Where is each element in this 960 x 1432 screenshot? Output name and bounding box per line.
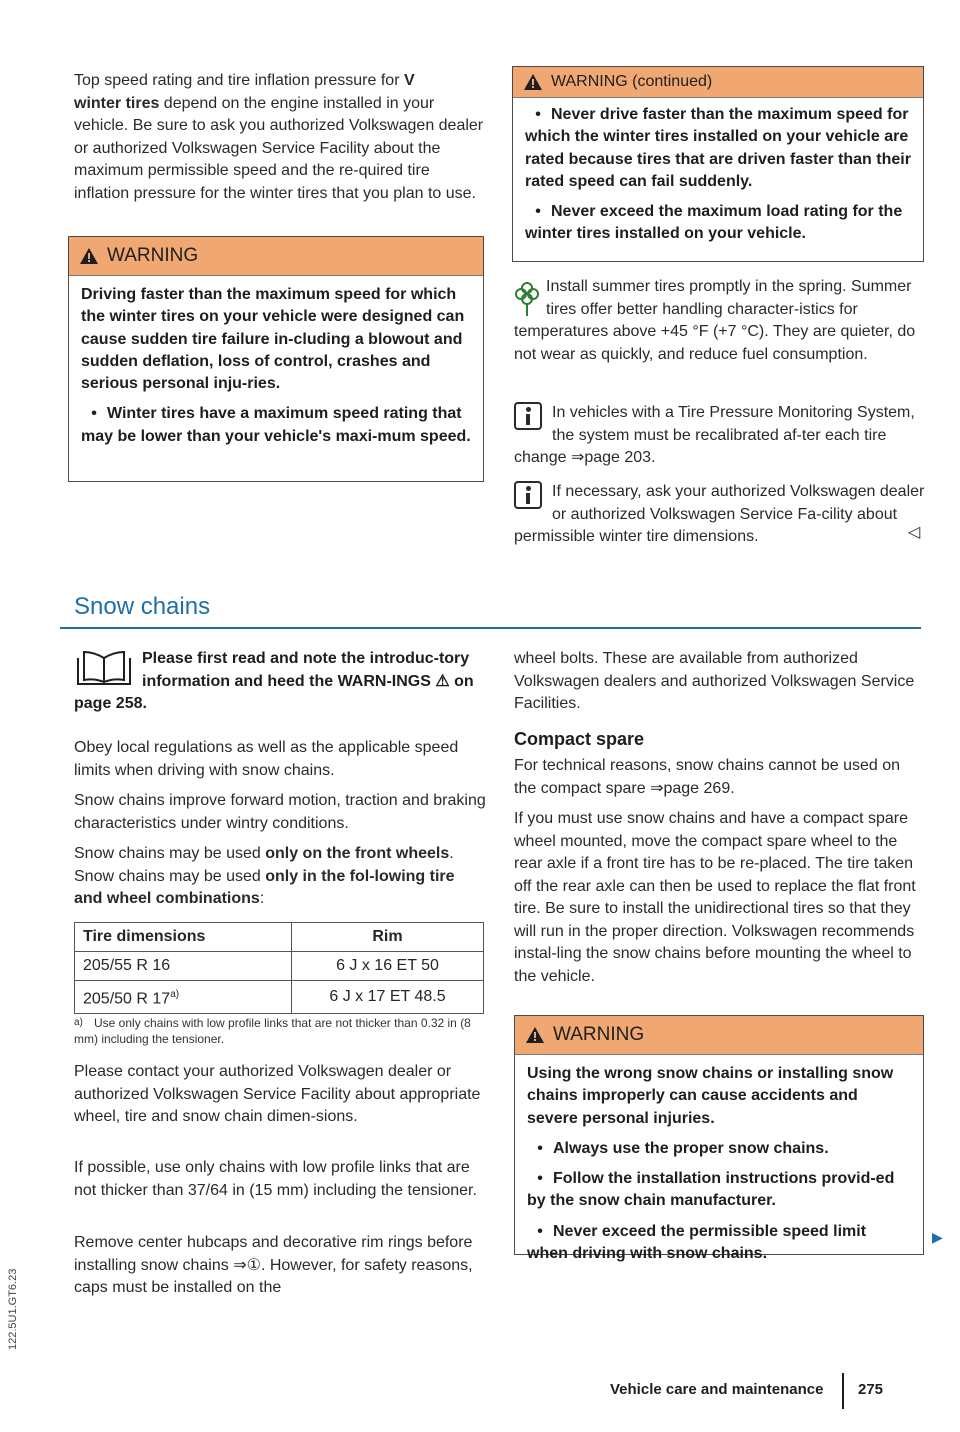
info-note-dimensions: If necessary, ask your authorized Volkswagen dealer or authorized Volkswagen Service Fa-cility about permissible winter tire dimensions. <box>514 483 925 545</box>
paragraph-benefits: Snow chains improve forward motion, traction and braking characteristics under wintry conditions. <box>74 792 486 832</box>
warning-main-text: Using the wrong snow chains or installing snow chains improperly can cause accidents and severe personal injuries. <box>527 1065 894 1127</box>
table-cell: 6 J x 17 ET 48.5 <box>292 981 484 1014</box>
warning-bullet: • Never exceed the maximum load rating for the winter tires installed on your vehicle. <box>525 203 903 243</box>
intro-text-1: Top speed rating and tire inflation pressure for <box>74 72 404 89</box>
book-icon <box>74 650 134 688</box>
end-of-section-mark: ◁ <box>908 524 921 541</box>
paragraph-wheel-bolts: wheel bolts. These are available from authorized Volkswagen dealers and authorized Volkswagen Service Facilities. <box>514 650 915 712</box>
section-divider <box>60 627 921 629</box>
table-row <box>75 981 484 1014</box>
intro-text-2: depend on the engine installed in your vehicle. Be sure to ask you authorized Volkswagen dealer or authorized Volkswagen Service Facility about the maximum permissible speed and the re-quired tire inflation pressure for the winter tires that you plan to use. <box>74 94 484 202</box>
info-note-tpms: In vehicles with a Tire Pressure Monitoring System, the system must be recalibrated af-ter each tire change ⇒page 203. <box>514 404 915 466</box>
table-cell: 205/55 R 16 <box>75 952 292 981</box>
table-cell: 6 J x 16 ET 50 <box>292 952 484 981</box>
warning-box-snow-chains <box>514 1015 924 1263</box>
paragraph-contact: Please contact your authorized Volkswagen dealer or authorized Volkswagen Service Facility about appropriate wheel, tire and snow chain dimen-sions. <box>74 1063 481 1125</box>
warning-triangle-icon <box>525 1026 545 1044</box>
warning-title: WARNING <box>553 1024 645 1045</box>
table-header: Tire dimensions <box>75 923 292 952</box>
warning-triangle-icon <box>523 73 543 91</box>
footer-chapter-label: Vehicle care and maintenance <box>610 1381 824 1398</box>
paragraph-hubcaps: Remove center hubcaps and decorative rim rings before installing snow chains ⇒①. However, for safety reasons, caps must be installed on the <box>74 1234 473 1296</box>
environment-note: Install summer tires promptly in the spring. Summer tires offer better handling character-istics for temperatures above +45 °F (+7 °C). They are quieter, do not wear as quickly, and reduce fuel consumption. <box>514 278 916 363</box>
compact-spare-heading: Compact spare <box>514 729 645 749</box>
page-number: 275 <box>858 1381 884 1398</box>
warning-header <box>69 237 483 276</box>
warning-box-speed <box>68 236 484 482</box>
tire-dimensions-table <box>74 922 484 1014</box>
warning-continued-title: WARNING (continued) <box>551 73 713 90</box>
warning-main-text: Driving faster than the maximum speed for which the winter tires on your vehicle were designed can cause sudden tire failure in-cluding a blowout and sudden deflation, loss of control, crashes and serious personal inju-ries. <box>81 286 465 393</box>
intro-bold: winter tires <box>74 94 160 112</box>
intro-notice: Please first read and note the introduc-tory information and heed the WARN-INGS ⚠ on page 258. <box>74 650 474 712</box>
warning-bullet: • Never exceed the permissible speed limit when driving with snow chains. <box>527 1222 867 1263</box>
footnote-mark: a) <box>74 1017 83 1028</box>
environment-flower-icon <box>514 278 540 318</box>
warning-bullet: • Follow the installation instructions provid-ed by the snow chain manufacturer. <box>527 1170 895 1210</box>
table-cell: 205/50 R 17$^{a)}$ <box>75 981 292 1014</box>
footer-divider <box>842 1373 844 1409</box>
paragraph-chain-thickness: If possible, use only chains with low profile links that are not thicker than 37/64 in (15 mm) including the tensioner. <box>74 1159 477 1199</box>
warning-bullet: • Never drive faster than the maximum speed for which the winter tires installed on your vehicle are rated because tires that are driven faster than their rated speed can fail suddenly. <box>525 106 911 190</box>
warning-box-continued <box>512 66 924 262</box>
warning-title: WARNING <box>107 245 199 266</box>
table-header-row <box>75 923 484 952</box>
table-footnote: a) Use only chains with low profile links that are not thicker than 0.32 in (8 mm) including the tensioner. <box>74 1016 471 1046</box>
paragraph-regulations: Obey local regulations as well as the applicable speed limits when driving with snow chains. <box>74 739 459 779</box>
warning-bullet: • Winter tires have a maximum speed rating that may be lower than your vehicle's maxi-mum speed. <box>81 405 471 445</box>
paragraph-compact-spare: For technical reasons, snow chains cannot be used on the compact spare ⇒page 269. <box>514 757 901 797</box>
table-row <box>75 952 484 981</box>
info-icon <box>514 402 542 430</box>
info-icon <box>514 481 542 509</box>
warning-continued-header <box>513 67 923 98</box>
document-code: 122.5U1.GT6.23 <box>7 1268 19 1350</box>
warning-bullet: • Always use the proper snow chains. <box>537 1139 829 1157</box>
intro-v: V <box>403 72 415 89</box>
continue-arrow-icon: ▶ <box>932 1229 943 1245</box>
section-title: Snow chains <box>74 593 211 620</box>
paragraph-usage: Snow chains may be used only on the front wheels. Snow chains may be used only in the fol-lowing tire and wheel combinations: <box>74 845 455 907</box>
warning-triangle-icon <box>79 247 99 265</box>
footnote-ref: a) <box>170 989 180 1000</box>
paragraph-spare-procedure: If you must use snow chains and have a compact spare wheel mounted, move the compact spare wheel to the rear axle if a front tire has to be re-placed. The tire taken off the rear axle can then be used to replace the flat front tire. Be sure to install the unidirectional tires so that they will run in the proper direction. Volkswagen recommends instal-ling the snow chains before mounting the wheel to the vehicle. <box>514 810 916 985</box>
table-header: Rim <box>292 923 484 952</box>
winter-tires-intro <box>74 70 486 205</box>
warning-header <box>515 1016 923 1055</box>
